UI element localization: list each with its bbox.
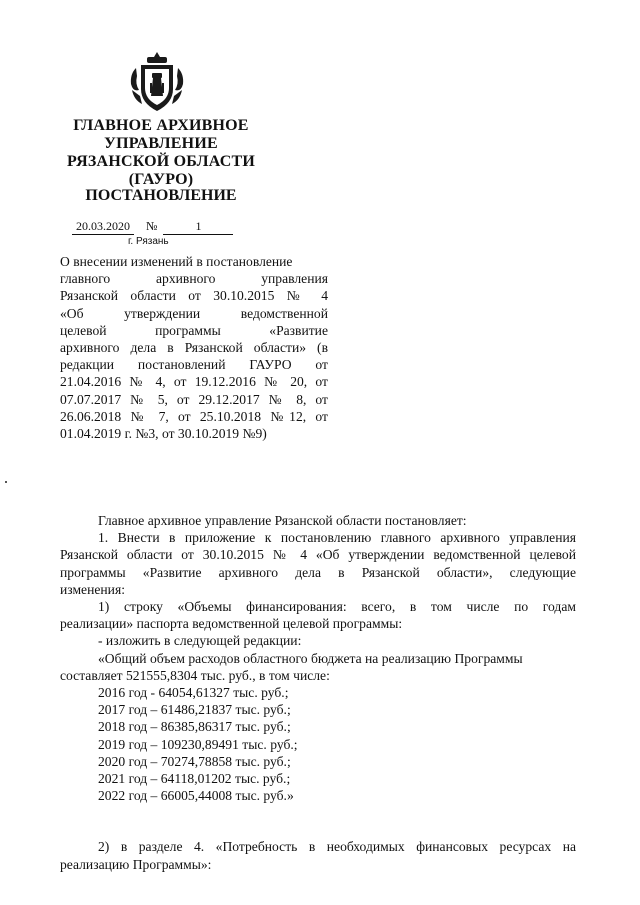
sub1-line: реализации» паспорта ведомственной целевой программы:	[60, 616, 403, 632]
subject-line: целевой программы «Развитие	[60, 322, 328, 338]
subject-line: редакции постановлений ГАУРО от	[60, 357, 328, 373]
subject-line: главного архивного управления	[60, 271, 328, 287]
year-row: 2020 год – 70274,78858 тыс. руб.;	[98, 753, 291, 769]
sub2-line: 2) в разделе 4. «Потребность в необходимых финансовых ресурсах на	[98, 839, 576, 855]
coat-of-arms-icon	[128, 50, 186, 116]
year-row: 2022 год – 66005,44008 тыс. руб.»	[98, 788, 294, 804]
document-body	[60, 512, 576, 873]
spacer	[88, 804, 576, 838]
item1-line: изменения:	[60, 581, 125, 597]
total-line: составляет 521555,8304 тыс. руб., в том числе:	[60, 667, 330, 683]
document-subject	[60, 253, 328, 442]
subject-line: О внесении изменений в постановление	[60, 254, 293, 269]
item1-line: 1. Внести в приложение к постановлению главного архивного управления	[98, 530, 576, 546]
document-type: ПОСТАНОВЛЕНИЕ	[85, 187, 237, 204]
intro-paragraph: Главное архивное управление Рязанской области постановляет:	[98, 513, 467, 528]
subject-line: Рязанской области от 30.10.2015 № 4	[60, 288, 328, 304]
sub2-line: реализацию Программы»:	[60, 856, 212, 872]
document-date: 20.03.2020	[72, 219, 134, 235]
year-row: 2016 год - 64054,61327 тыс. руб.;	[98, 685, 289, 701]
org-line: РЯЗАНСКОЙ ОБЛАСТИ	[66, 153, 255, 170]
year-row: 2021 год – 64118,01202 тыс. руб.;	[98, 771, 291, 787]
date-number-line	[72, 219, 233, 235]
subject-line: архивного дела в Рязанской области» (в	[60, 340, 328, 356]
subject-line: «Об утверждении ведомственной	[60, 305, 328, 321]
subject-line: 01.04.2019 г. №3, от 30.10.2019 №9)	[60, 426, 267, 442]
subject-line: 07.07.2017 № 5, от 29.12.2017 № 8, от	[60, 391, 328, 407]
organization-name	[56, 117, 266, 189]
scan-dot	[5, 481, 7, 483]
subject-line: 21.04.2016 № 4, от 19.12.2016 № 20, от	[60, 374, 328, 390]
city: г. Рязань	[128, 236, 169, 247]
subject-line: 26.06.2018 № 7, от 25.10.2018 №12, от	[60, 408, 328, 424]
item1-line: программы «Развитие архивного дела в Рязанской области», следующие	[60, 564, 576, 580]
dash-line: - изложить в следующей редакции:	[98, 633, 302, 649]
year-row: 2019 год – 109230,89491 тыс. руб.;	[98, 736, 298, 752]
year-row: 2018 год – 86385,86317 тыс. руб.;	[98, 719, 291, 735]
org-line: УПРАВЛЕНИЕ	[104, 135, 218, 152]
sub1-line: 1) строку «Объемы финансирования: всего, в том числе по годам	[98, 599, 576, 615]
item1-line: Рязанской области от 30.10.2015 № 4 «Об утверждении ведомственной целевой	[60, 547, 576, 563]
year-row: 2017 год – 61486,21837 тыс. руб.;	[98, 702, 291, 718]
org-line: ГЛАВНОЕ АРХИВНОЕ	[73, 117, 249, 134]
total-line: «Общий объем расходов областного бюджета на реализацию Программы	[98, 650, 523, 666]
document-number: 1	[163, 219, 233, 235]
number-sign: №	[146, 219, 158, 233]
org-line: (ГАУРО)	[128, 171, 194, 188]
